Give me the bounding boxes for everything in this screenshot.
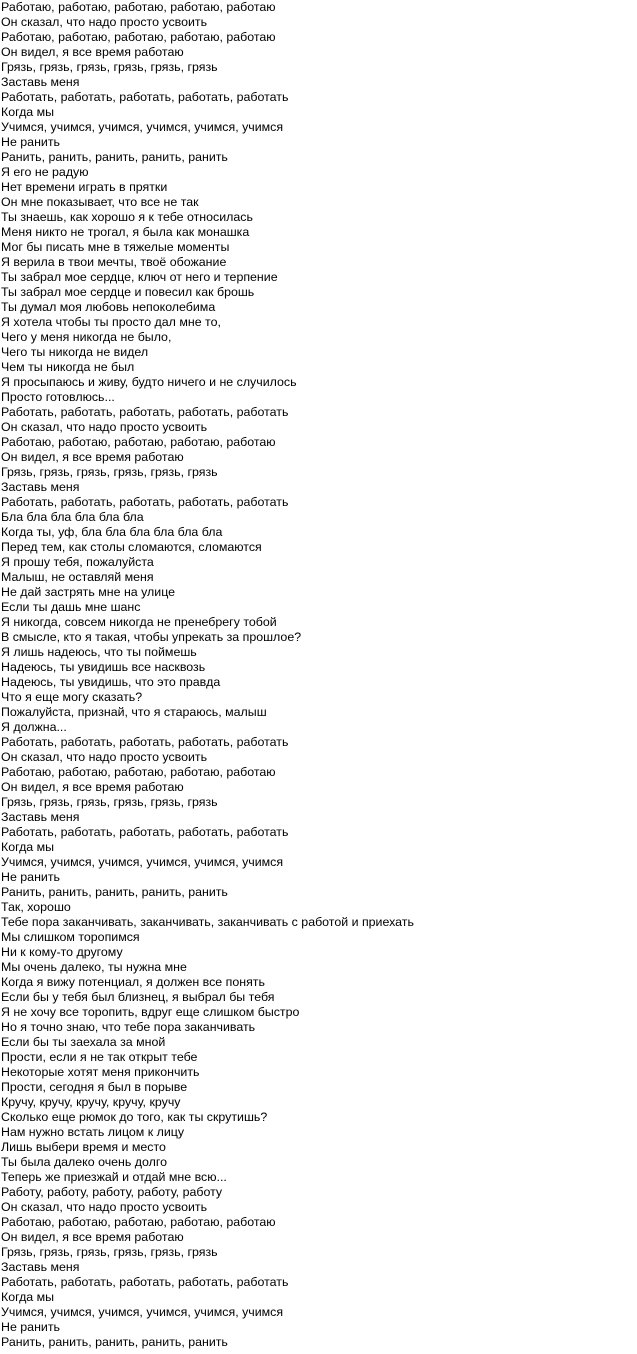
lyric-line: Нам нужно встать лицом к лицу (1, 1125, 185, 1139)
lyric-line: Работать, работать, работать, работать, работать (1, 825, 289, 839)
lyric-line: Пожалуйста, признай, что я стараюсь, малыш (1, 705, 267, 719)
lyric-line: Заставь меня (1, 75, 80, 89)
lyric-line: Работаю, работаю, работаю, работаю, работаю (1, 30, 276, 44)
lyric-line: Учимся, учимся, учимся, учимся, учимся, учимся (1, 855, 284, 869)
lyric-line: Я хотела чтобы ты просто дал мне то, (1, 315, 221, 329)
lyric-line: Я должна... (1, 720, 67, 734)
lyric-line: Лишь выбери время и место (1, 1140, 166, 1154)
lyric-line: Надеюсь, ты увидишь все насквозь (1, 660, 206, 674)
lyric-line: Он сказал, что надо просто усвоить (1, 1200, 208, 1214)
lyric-line: Он видел, я все время работаю (1, 780, 184, 794)
lyric-line: Когда мы (1, 105, 55, 119)
lyric-line: Если бы ты заехала за мной (1, 1035, 166, 1049)
lyric-line: Ранить, ранить, ранить, ранить, ранить (1, 150, 228, 164)
lyric-line: Он сказал, что надо просто усвоить (1, 15, 208, 29)
lyric-line: Работать, работать, работать, работать, работать (1, 735, 289, 749)
lyric-line: Не дай застрять мне на улице (1, 585, 176, 599)
lyric-line: Мы очень далеко, ты нужна мне (1, 960, 187, 974)
lyric-line: Мог бы писать мне в тяжелые моменты (1, 240, 230, 254)
lyric-line: Ты знаешь, как хорошо я к тебе относилась (1, 210, 253, 224)
lyric-line: Он сказал, что надо просто усвоить (1, 420, 208, 434)
lyric-line: Работать, работать, работать, работать, работать (1, 495, 289, 509)
lyric-line: Нет времени играть в прятки (1, 180, 168, 194)
lyric-line: Чего ты никогда не видел (1, 345, 149, 359)
lyric-line: Заставь меня (1, 1260, 80, 1274)
lyric-line: Что я еще могу сказать? (1, 690, 143, 704)
lyric-line: Работаю, работаю, работаю, работаю, работаю (1, 0, 276, 14)
lyric-line: Если ты дашь мне шанс (1, 600, 141, 614)
lyric-line: Тебе пора заканчивать, заканчивать, заканчивать с работой и приехать (1, 915, 414, 929)
lyric-line: Ранить, ранить, ранить, ранить, ранить (1, 1335, 228, 1349)
lyric-line: Чем ты никогда не был (1, 360, 135, 374)
lyric-line: Просто готовлюсь... (1, 390, 115, 404)
lyric-line: Сколько еще рюмок до того, как ты скрутишь? (1, 1110, 268, 1124)
lyric-line: Чего у меня никогда не было, (1, 330, 172, 344)
lyric-line: Я его не радую (1, 165, 89, 179)
lyric-line: Когда мы (1, 1290, 55, 1304)
lyric-line: Ты забрал мое сердце, ключ от него и терпение (1, 270, 278, 284)
lyric-line: Когда мы (1, 840, 55, 854)
lyric-line: Работать, работать, работать, работать, работать (1, 1275, 289, 1289)
lyric-line: Когда ты, уф, бла бла бла бла бла бла (1, 525, 223, 539)
lyric-line: Грязь, грязь, грязь, грязь, грязь, грязь (1, 465, 218, 479)
lyric-line: Он мне показывает, что все не так (1, 195, 199, 209)
lyric-line: Прости, если я не так открыт тебе (1, 1050, 198, 1064)
lyric-line: Работаю, работаю, работаю, работаю, работаю (1, 435, 276, 449)
lyric-line: Я не хочу все торопить, вдруг еще слишком быстро (1, 1005, 300, 1019)
lyric-line: Так, хорошо (1, 900, 71, 914)
lyric-line: Перед тем, как столы сломаются, сломаются (1, 540, 262, 554)
lyric-line: Не ранить (1, 1320, 60, 1334)
lyric-line: Бла бла бла бла бла бла (1, 510, 144, 524)
lyric-line: Теперь же приезжай и отдай мне всю... (1, 1170, 227, 1184)
lyric-line: Ты думал моя любовь непоколебима (1, 300, 216, 314)
lyric-line: Меня никто не трогал, я была как монашка (1, 225, 250, 239)
lyric-line: Я никогда, совсем никогда не пренебрегу тобой (1, 615, 277, 629)
lyric-line: В смысле, кто я такая, чтобы упрекать за прошлое? (1, 630, 302, 644)
lyric-line: Работать, работать, работать, работать, работать (1, 405, 289, 419)
lyric-line: Работаю, работаю, работаю, работаю, работаю (1, 1215, 276, 1229)
lyric-line: Не ранить (1, 870, 60, 884)
lyric-line: Но я точно знаю, что тебе пора заканчивать (1, 1020, 256, 1034)
lyric-line: Надеюсь, ты увидишь, что это правда (1, 675, 221, 689)
lyric-line: Заставь меня (1, 810, 80, 824)
lyric-line: Мы слишком торопимся (1, 930, 140, 944)
lyric-line: Работаю, работаю, работаю, работаю, работаю (1, 765, 276, 779)
lyric-line: Если бы у тебя был близнец, я выбрал бы тебя (1, 990, 275, 1004)
lyric-line: Грязь, грязь, грязь, грязь, грязь, грязь (1, 1245, 218, 1259)
lyric-line: Учимся, учимся, учимся, учимся, учимся, учимся (1, 1305, 284, 1319)
lyric-line: Я лишь надеюсь, что ты поймешь (1, 645, 197, 659)
lyric-line: Заставь меня (1, 480, 80, 494)
lyric-line: Он видел, я все время работаю (1, 1230, 184, 1244)
lyric-line: Кручу, кручу, кручу, кручу, кручу (1, 1095, 181, 1109)
lyric-line: Грязь, грязь, грязь, грязь, грязь, грязь (1, 60, 218, 74)
lyric-line: Я прошу тебя, пожалуйста (1, 555, 154, 569)
lyric-line: Учимся, учимся, учимся, учимся, учимся, учимся (1, 120, 284, 134)
lyric-line: Некоторые хотят меня прикончить (1, 1065, 200, 1079)
lyric-line: Малыш, не оставляй меня (1, 570, 154, 584)
lyric-line: Когда я вижу потенциал, я должен все понять (1, 975, 265, 989)
lyric-line: Я верила в твои мечты, твоё обожание (1, 255, 227, 269)
lyric-line: Не ранить (1, 135, 60, 149)
lyric-line: Он видел, я все время работаю (1, 450, 184, 464)
lyric-line: Работу, работу, работу, работу, работу (1, 1185, 223, 1199)
lyric-line: Он сказал, что надо просто усвоить (1, 750, 208, 764)
lyric-line: Я просыпаюсь и живу, будто ничего и не случилось (1, 375, 297, 389)
lyric-line: Ранить, ранить, ранить, ранить, ранить (1, 885, 228, 899)
lyric-line: Работать, работать, работать, работать, работать (1, 90, 289, 104)
lyric-line: Ты была далеко очень долго (1, 1155, 167, 1169)
lyric-line: Ты забрал мое сердце и повесил как брошь (1, 285, 255, 299)
lyric-line: Ни к кому-то другому (1, 945, 123, 959)
lyric-line: Грязь, грязь, грязь, грязь, грязь, грязь (1, 795, 218, 809)
lyric-line: Он видел, я все время работаю (1, 45, 184, 59)
lyric-line: Прости, сегодня я был в порыве (1, 1080, 188, 1094)
